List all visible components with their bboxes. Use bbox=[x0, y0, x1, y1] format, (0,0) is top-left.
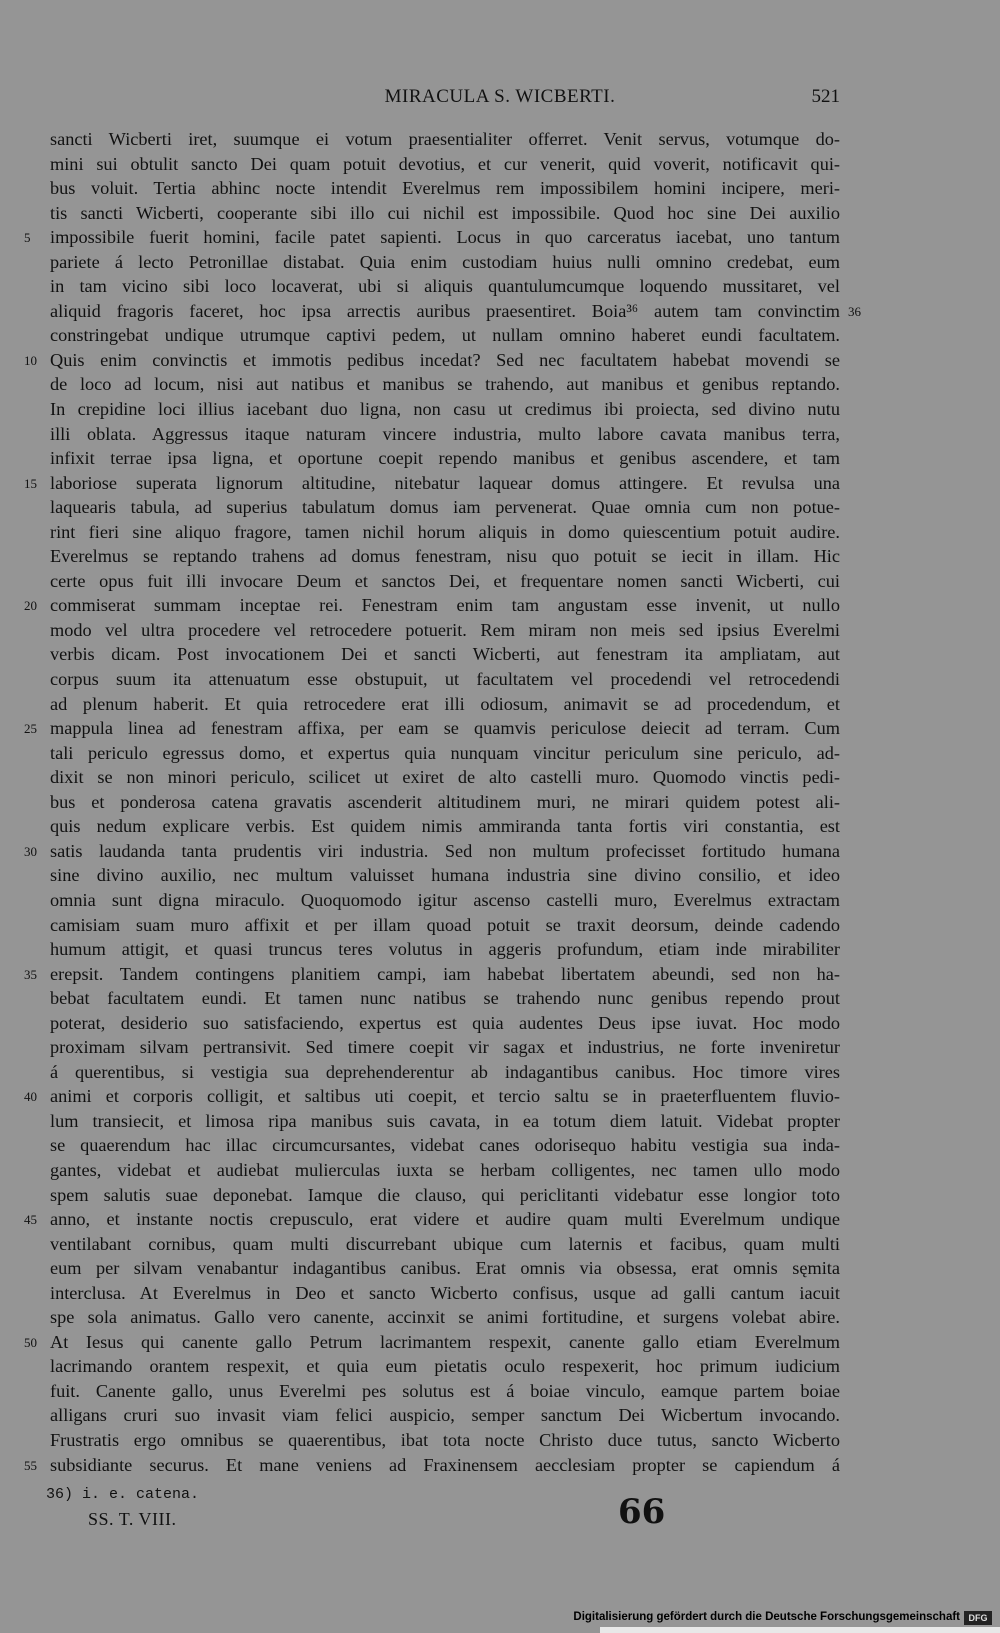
text-line bbox=[50, 1183, 840, 1208]
text-line bbox=[50, 1256, 840, 1281]
text-line bbox=[50, 790, 840, 815]
line-text: omnia sunt digna miraculo. Quoquomodo igitur ascenso castelli muro, Everelmus extractam bbox=[50, 889, 840, 910]
line-number: 40 bbox=[24, 1089, 37, 1105]
line-text: lum transiecit, et limosa ripa manibus suis cavata, in ea totum diem latuit. Videbat propter bbox=[50, 1110, 840, 1131]
text-line bbox=[50, 913, 840, 938]
text-line bbox=[50, 888, 840, 913]
text-line bbox=[24, 716, 840, 741]
line-text: ventilabant cornibus, quam multi discurrebant ubique cum laternis et facibus, quam multi bbox=[50, 1233, 840, 1254]
text-line bbox=[24, 348, 840, 373]
line-text: verbis dicam. Post invocationem Dei et sancti Wicberti, aut fenestram ita ampliatam, aut bbox=[50, 644, 840, 665]
dfg-logo-icon: DFG bbox=[964, 1611, 992, 1625]
text-line bbox=[50, 1011, 840, 1036]
line-text: pariete á lecto Petronillae distabat. Quia enim custodiam huius nulli omnino credebat, eum bbox=[50, 251, 840, 272]
line-text: rint fieri sine aliquo fragore, tamen nichil horum aliquis in domo quiescentium potuit audire. bbox=[50, 521, 840, 542]
line-number: 30 bbox=[24, 843, 37, 859]
text-line bbox=[50, 1060, 840, 1085]
line-text: in tam vicino sibi loco locaverat, ubi si aliquis quantulumcumque loquendo mussitaret, vel bbox=[50, 276, 840, 297]
text-line bbox=[24, 1330, 840, 1355]
text-line bbox=[50, 1035, 840, 1060]
text-line bbox=[24, 1453, 840, 1478]
line-number: 15 bbox=[24, 475, 37, 491]
text-line bbox=[50, 520, 840, 545]
digitization-credit: Digitalisierung gefördert durch die Deutsche Forschungsgemeinschaft bbox=[573, 1611, 960, 1623]
text-line bbox=[50, 642, 840, 667]
line-text: lacrimando orantem respexit, et quia eum pietatis oculo respexerit, hoc primum iudicium bbox=[50, 1356, 840, 1377]
line-text: mini sui obtulit sancto Dei quam potuit devotius, et cur venerit, quid voverit, notificavit qui- bbox=[50, 153, 840, 174]
body-text bbox=[24, 127, 861, 1477]
line-text: anno, et instante noctis crepusculo, erat videre et audire quam multi Everelmum undique bbox=[50, 1209, 840, 1230]
line-text: certe opus fuit illi invocare Deum et sanctos Dei, et frequentare nomen sancti Wicberti, cui bbox=[50, 570, 840, 591]
text-line bbox=[50, 397, 840, 422]
line-text: sancti Wicberti iret, suumque ei votum praesentialiter offerret. Venit servus, votumque do- bbox=[50, 129, 840, 149]
line-text: infixit terrae ipsa ligna, et oportune coepit rependo manibus et genibus ascendere, et tam bbox=[50, 448, 840, 469]
line-text: constringebat undique utrumque captivi pedem, ut nullam omnino haberet eundi facultatem. bbox=[50, 325, 840, 346]
line-text: á querentibus, si vestigia sua deprehenderentur ab indagantibus canibus. Hoc timore vires bbox=[50, 1061, 840, 1082]
gathering-signature: 66 bbox=[618, 1492, 666, 1532]
text-line bbox=[50, 372, 840, 397]
line-text: poterat, desiderio suo satisfaciendo, expertus est quia audentes Deus ipse iuvat. Hoc modo bbox=[50, 1012, 840, 1033]
text-line bbox=[50, 1232, 840, 1257]
text-line bbox=[50, 1158, 840, 1183]
line-text: alligans cruri suo invasit viam felici auspicio, semper sanctum Dei Wicbertum invocando. bbox=[50, 1405, 840, 1426]
line-number: 35 bbox=[24, 966, 37, 982]
line-text: In crepidine loci illius iacebant duo ligna, non casu ut credimus ibi proiecta, sed divino nutu bbox=[50, 399, 840, 420]
text-line bbox=[50, 863, 840, 888]
text-line bbox=[50, 765, 840, 790]
text-line bbox=[50, 1379, 840, 1404]
line-text: modo vel ultra procedere vel retrocedere potuerit. Rem miram non meis sed ipsius Everelmi bbox=[50, 619, 840, 640]
margin-footnote-ref: 36 bbox=[848, 303, 861, 319]
line-text: spe sola animatus. Gallo vero canente, accinxit se animi fortitudine, et surgens volebat abire. bbox=[50, 1307, 840, 1328]
line-text: Frustratis ergo omnibus se quaerentibus, ibat tota nocte Christo duce tutus, sancto Wicberto bbox=[50, 1429, 840, 1450]
line-text: fuit. Canente gallo, unus Everelmi pes solutus est á boiae vinculo, eamque partem boiae bbox=[50, 1380, 840, 1401]
text-line bbox=[24, 471, 840, 496]
line-text: de loco ad locum, nisi aut natibus et manibus se trahendo, aut manibus et genibus reptando. bbox=[50, 374, 840, 395]
text-line bbox=[50, 1403, 840, 1428]
text-line bbox=[50, 201, 840, 226]
text-line bbox=[50, 176, 840, 201]
line-text: proximam silvam pertransivit. Sed timere coepit vir sagax et industrius, ne forte inveniretur bbox=[50, 1037, 840, 1058]
line-text: interclusa. At Everelmus in Deo et sancto Wicberto confisus, usque ad galli cantum iacuit bbox=[50, 1282, 840, 1303]
line-text: bebat facultatem eundi. Et tamen nunc natibus se trahendo nunc genibus rependo prout bbox=[50, 988, 840, 1009]
text-line bbox=[50, 692, 840, 717]
page-header bbox=[0, 86, 1000, 114]
text-line bbox=[24, 225, 840, 250]
text-line bbox=[50, 274, 840, 299]
credit-bar bbox=[600, 1627, 1000, 1633]
text-line bbox=[50, 152, 840, 177]
text-line bbox=[50, 741, 840, 766]
line-number: 50 bbox=[24, 1334, 37, 1350]
text-line bbox=[50, 544, 840, 569]
line-text: humum attigit, et quasi truncus teres volutus in aggeris profundum, etiam inde mirabiliter bbox=[50, 939, 840, 960]
line-text: se quaerendum hac illac circumcursantes, videbat canes odorisequo habitu vestigia sua inda- bbox=[50, 1135, 840, 1156]
text-line bbox=[50, 422, 840, 447]
text-line bbox=[24, 839, 840, 864]
line-text: laboriose superata lignorum altitudine, nitebatur laquear domus attingere. Et revulsa una bbox=[50, 472, 840, 493]
text-line bbox=[24, 1084, 840, 1109]
line-number: 10 bbox=[24, 352, 37, 368]
line-text: camisiam suam muro affixit et per illam quoad potuit se traxit deorsum, deinde cadendo bbox=[50, 914, 840, 935]
text-line bbox=[50, 937, 840, 962]
page-number: 521 bbox=[811, 86, 840, 107]
line-text: illi oblata. Aggressus itaque naturam vincere industria, multo labore cavata manibus terra, bbox=[50, 423, 840, 444]
footnote: 36) i. e. catena. bbox=[46, 1486, 200, 1503]
text-line bbox=[50, 127, 840, 152]
line-number: 25 bbox=[24, 721, 37, 737]
line-text: laquearis tabula, ad superius tabulatum domus iam pervenerat. Quae omnia cum non potue- bbox=[50, 497, 840, 518]
text-line bbox=[50, 1428, 840, 1453]
line-text: impossibile fuerit homini, facile patet sapienti. Locus in quo carceratus iacebat, uno tantum bbox=[50, 227, 840, 248]
text-line bbox=[50, 1354, 840, 1379]
text-line bbox=[50, 569, 840, 594]
text-line bbox=[50, 986, 840, 1011]
line-text: satis laudanda tanta prudentis viri industria. Sed non multum profecisset fortitudo humana bbox=[50, 840, 840, 861]
series-signature: SS. T. VIII. bbox=[88, 1509, 177, 1529]
line-text: corpus suum ita attenuatum esse obstupuit, ut facultatem vel procedendi vel retrocedendi bbox=[50, 669, 840, 690]
line-text: subsidiante securus. Et mane veniens ad Fraxinensem aecclesiam propter se capiendum á bbox=[50, 1454, 840, 1475]
line-number: 5 bbox=[24, 230, 31, 246]
text-line bbox=[24, 962, 840, 987]
line-text: ad plenum haberit. Et quia retrocedere erat illi odiosum, animavit se ad procedendum, et bbox=[50, 693, 840, 714]
line-text: sine divino auxilio, nec multum valuisset humana industria sine divino consilio, et ideo bbox=[50, 865, 840, 886]
text-line bbox=[50, 323, 840, 348]
text-line bbox=[50, 250, 840, 275]
line-text: At Iesus qui canente gallo Petrum lacrimantem respexit, canente gallo etiam Everelmum bbox=[50, 1331, 840, 1352]
line-text: bus voluit. Tertia abhinc nocte intendit Everelmus rem impossibilem homini incipere, meri- bbox=[50, 178, 840, 199]
line-text: spem salutis suae deponebat. Iamque die clauso, qui periclitanti videbatur esse longior toto bbox=[50, 1184, 840, 1205]
line-text: quis nedum explicare verbis. Est quidem nimis ammiranda tanta fortis viri constantia, est bbox=[50, 816, 840, 837]
text-line bbox=[50, 814, 840, 839]
text-line bbox=[50, 1133, 840, 1158]
text-line bbox=[50, 667, 840, 692]
text-line bbox=[50, 618, 840, 643]
line-number: 45 bbox=[24, 1212, 37, 1228]
text-line bbox=[24, 593, 840, 618]
text-line bbox=[50, 495, 840, 520]
line-text: bus et ponderosa catena gravatis ascenderit altitudinem muri, ne mirari quidem potest ali- bbox=[50, 791, 840, 812]
text-line bbox=[24, 1207, 840, 1232]
line-text: gantes, videbat et audiebat mulierculas iuxta se herbam colligentes, nec tamen ullo modo bbox=[50, 1159, 840, 1180]
line-number: 20 bbox=[24, 598, 37, 614]
line-text: Everelmus se reptando trahens ad domus fenestram, nisu quo potuit se iecit in illam. Hic bbox=[50, 546, 840, 567]
line-text: tali periculo egressus domo, et expertus quia nunquam vincitur periculum sine periculo, ad- bbox=[50, 742, 840, 763]
line-text: erepsit. Tandem contingens planitiem campi, iam habebat libertatem abeundi, sed non ha- bbox=[50, 963, 840, 984]
running-title: MIRACULA S. WICBERTI. bbox=[384, 86, 616, 107]
line-number: 55 bbox=[24, 1457, 37, 1473]
text-line bbox=[50, 1281, 840, 1306]
line-text: dixit se non minori periculo, scilicet ut exiret de alto castelli muro. Quomodo vinctis pedi- bbox=[50, 767, 840, 788]
line-text: commiserat summam inceptae rei. Fenestram enim tam angustam esse invenit, ut nullo bbox=[50, 595, 840, 616]
line-text: mappula linea ad fenestram affixa, per eam se quamvis periculose deiecit ad terram. Cum bbox=[50, 718, 840, 739]
line-text: tis sancti Wicberti, cooperante sibi illo cui nichil est impossibile. Quod hoc sine Dei auxilio bbox=[50, 202, 840, 223]
text-line bbox=[50, 1305, 840, 1330]
line-text: eum per silvam venabantur indagantibus canibus. Erat omnis via obsessa, erat omnis sęmita bbox=[50, 1258, 840, 1279]
text-line bbox=[50, 1109, 840, 1134]
text-line bbox=[50, 299, 861, 324]
line-text: aliquid fragoris faceret, hoc ipsa arrectis auribus praesentiret. Boia³⁶ autem tam convinctim bbox=[50, 300, 840, 321]
line-text: Quis enim convinctis et immotis pedibus incedat? Sed nec facultatem habebat movendi se bbox=[50, 349, 840, 370]
line-text: animi et corporis colligit, et saltibus uti coepit, et tercio saltu se in praeterfluentem fluvio- bbox=[50, 1086, 840, 1107]
text-line bbox=[50, 446, 840, 471]
